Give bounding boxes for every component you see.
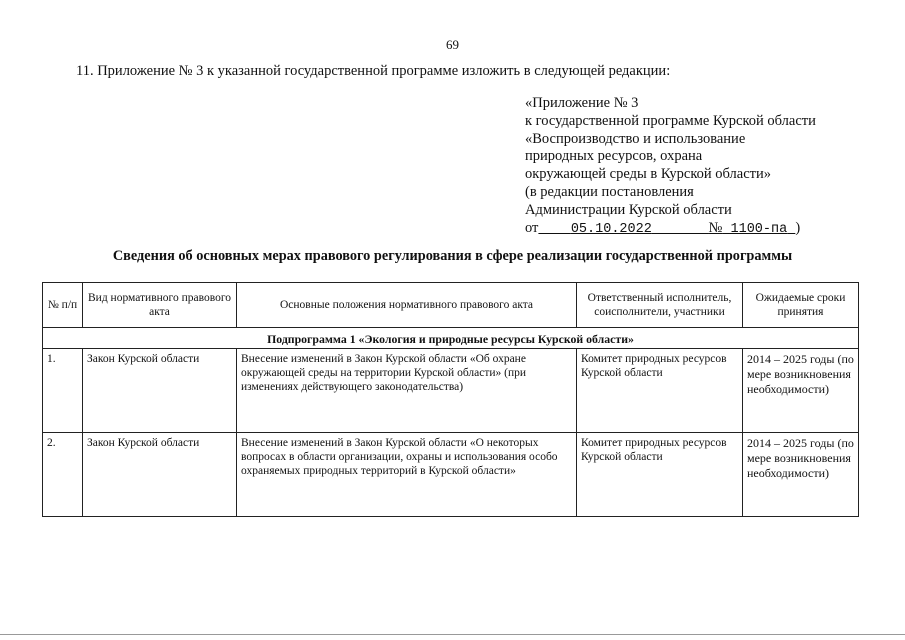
cell-deadline: 2014 – 2025 годы (по мере возникновения необходимости) bbox=[743, 433, 859, 517]
cell-provisions: Внесение изменений в Закон Курской области «О некоторых вопросах в области организации, охраны и использования особо охраняемых природных территорий в Курской области» bbox=[237, 433, 577, 517]
header-act-type: Вид нормативного правового акта bbox=[83, 283, 237, 328]
page-number: 69 bbox=[446, 37, 459, 52]
number-prefix: № bbox=[708, 219, 723, 236]
cell-deadline: 2014 – 2025 годы (по мере возникновения необходимости) bbox=[743, 349, 859, 433]
legal-measures-table bbox=[42, 282, 859, 517]
subprogram-row bbox=[43, 328, 859, 349]
appendix-line: «Приложение № 3 bbox=[525, 95, 639, 111]
amendment-intro: 11. Приложение № 3 к указанной государственной программе изложить в следующей редакции: bbox=[76, 63, 671, 79]
appendix-line: (в редакции постановления bbox=[525, 183, 694, 200]
section-title: Сведения об основных мерах правового регулирования в сфере реализации государственной программы bbox=[112, 248, 793, 264]
appendix-line: Администрации Курской области bbox=[525, 201, 732, 218]
appendix-line: природных ресурсов, охрана bbox=[525, 148, 703, 165]
decree-date: 05.10.2022 bbox=[570, 221, 652, 237]
decree-reference bbox=[525, 220, 816, 239]
table-row bbox=[43, 433, 859, 517]
subprogram-title: Подпрограмма 1 «Экология и природные ресурсы Курской области» bbox=[43, 328, 859, 349]
cell-act-type: Закон Курской области bbox=[83, 349, 237, 433]
decree-number: 1100-па bbox=[730, 221, 788, 237]
cell-act-type: Закон Курской области bbox=[83, 433, 237, 517]
header-number: № п/п bbox=[43, 283, 83, 328]
cell-provisions: Внесение изменений в Закон Курской области «Об охране окружающей среды на территории Курской области» (при изменениях действующего законодательства) bbox=[237, 349, 577, 433]
table-header-row bbox=[43, 283, 859, 328]
closing-paren: ) bbox=[795, 219, 801, 236]
appendix-line: к государственной программе Курской области bbox=[525, 112, 816, 129]
appendix-line: «Воспроизводство и использование bbox=[525, 130, 746, 147]
cell-executor: Комитет природных ресурсов Курской области bbox=[577, 349, 743, 433]
appendix-line: окружающей среды в Курской области» bbox=[525, 166, 772, 183]
table-row bbox=[43, 349, 859, 433]
cell-number: 2. bbox=[43, 433, 83, 517]
cell-executor: Комитет природных ресурсов Курской области bbox=[577, 433, 743, 517]
scan-edge-divider bbox=[0, 634, 905, 635]
date-prefix: от bbox=[525, 219, 539, 236]
header-deadline: Ожидаемые сроки принятия bbox=[743, 283, 859, 328]
header-provisions: Основные положения нормативного правового акта bbox=[237, 283, 577, 328]
cell-number: 1. bbox=[43, 349, 83, 433]
appendix-header bbox=[525, 95, 816, 238]
header-executor: Ответственный исполнитель, соисполнители, участники bbox=[577, 283, 743, 328]
